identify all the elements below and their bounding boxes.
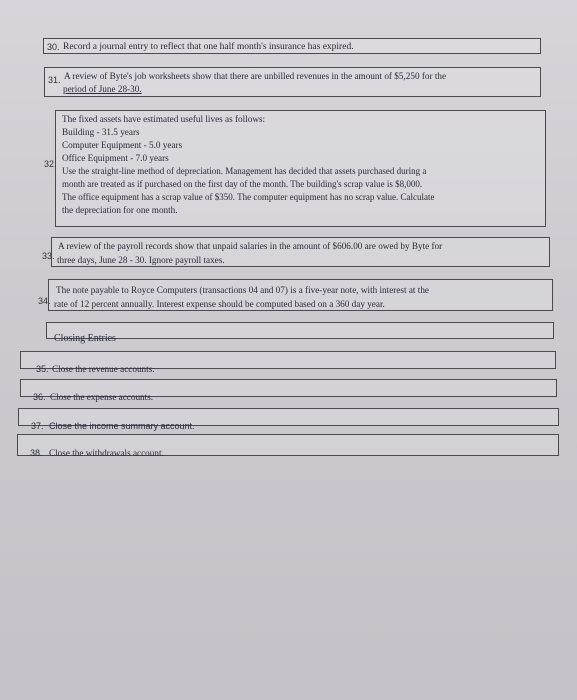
item-32-line-5: Use the straight-line method of depreciation. Management has decided that assets purchased during a — [62, 166, 427, 176]
item-32-line-4: Office Equipment - 7.0 years — [62, 153, 169, 163]
item-34-line2: rate of 12 percent annually. Interest expense should be computed based on a 360 day year. — [54, 299, 385, 309]
item-32-line-3: Computer Equipment - 5.0 years — [62, 140, 183, 150]
item-32-line-6: month are treated as if purchased on the first day of the month. The building's scrap value is $8,000. — [62, 179, 423, 189]
item-36-text: Close the expense accounts. — [50, 392, 154, 402]
item-34-number: 34. — [38, 296, 51, 306]
item-35-number: 35. — [36, 364, 49, 374]
item-37-text: Close the income summary account. — [49, 421, 195, 431]
item-35-text: Close the revenue accounts. — [52, 364, 155, 374]
item-30-text: Record a journal entry to reflect that one half month's insurance has expired. — [63, 42, 354, 52]
closing-entries-box — [46, 322, 554, 339]
item-33-line2: three days, June 28 - 30. Ignore payroll taxes. — [57, 255, 225, 265]
item-34-line1: The note payable to Royce Computers (transactions 04 and 07) is a five-year note, with interest at the — [56, 285, 429, 295]
item-37-number: 37. — [31, 421, 44, 431]
item-32-line-7: The office equipment has a scrap value of $350. The computer equipment has no scrap value. Calculate — [62, 192, 435, 202]
item-33-line1: A review of the payroll records show that unpaid salaries in the amount of $606.00 are owed by Byte for — [58, 241, 443, 251]
item-32-line-1: The fixed assets have estimated useful lives as follows: — [62, 114, 266, 124]
item-32-number: 32. — [44, 159, 57, 169]
closing-entries-heading: Closing Entries — [54, 333, 116, 344]
item-32-line-2: Building - 31.5 years — [62, 127, 140, 137]
item-30-number: 30. — [47, 42, 60, 52]
item-31-line2: period of June 28-30. — [63, 84, 142, 94]
item-32-line-8: the depreciation for one month. — [62, 205, 178, 215]
item-38-number: 38. — [30, 448, 43, 458]
item-31-line1: A review of Byte's job worksheets show that there are unbilled revenues in the amount of $5,250 for the — [64, 71, 447, 81]
item-38-text: Close the withdrawals account. — [49, 448, 164, 458]
item-33-number: 33. — [42, 251, 55, 261]
item-36-number: 36. — [33, 392, 46, 402]
item-31-number: 31. — [48, 75, 61, 85]
